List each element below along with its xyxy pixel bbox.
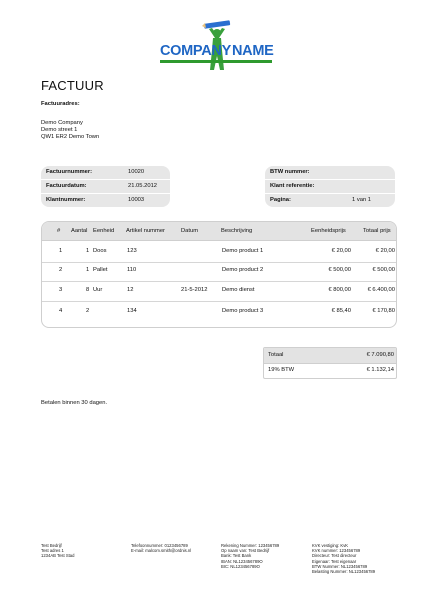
logo-underline [160, 60, 272, 63]
footer-line: Op naam van: Test Bedrijf [221, 548, 270, 554]
cell-description: Demo product 3 [222, 308, 264, 314]
header-date: Datum [181, 228, 199, 234]
extra-info-box [265, 166, 395, 207]
totals-box [263, 347, 397, 379]
header-unit-price: Eenheidsprijs [311, 228, 346, 234]
vat-row [264, 363, 396, 378]
footer-line: KVK vestiging: KvK [312, 543, 349, 548]
cell-article-number: 12 [127, 287, 134, 293]
cell-unit: Doos [93, 248, 107, 254]
footer-line: BTW Nummer: NL123456789 [312, 563, 368, 569]
address-line: QW1 ER2 Demo Town [41, 134, 100, 140]
invoice-info-box [41, 166, 170, 207]
info-value: 10003 [128, 197, 145, 203]
footer-line: Telefoonnummer: 0123456789 [131, 543, 188, 548]
address-heading: Factuuradres: [41, 101, 80, 107]
address-block [41, 120, 99, 141]
cell-index: 3 [59, 287, 63, 293]
vat-value: € 1.132,14 [366, 367, 394, 373]
row-divider [42, 262, 396, 263]
cell-unit: Uur [93, 287, 103, 293]
company-logo [158, 20, 273, 76]
header-total-price: Totaal prijs [363, 228, 391, 234]
info-value: 10020 [128, 169, 145, 175]
cell-article-number: 123 [127, 248, 137, 254]
customer-number-row [41, 194, 170, 207]
footer-line: Test adres 1 [41, 548, 64, 554]
logo-text-company: COMPANY [160, 43, 231, 59]
cell-article-number: 110 [127, 267, 137, 273]
footer-line: Test Bedrijf [41, 543, 62, 548]
header-description: Beschrijving [221, 228, 253, 234]
footer-bank [221, 543, 279, 569]
footer-line: 1234AB Test Stad [41, 553, 75, 559]
footer-line: Rekening Nummer: 123456789 [221, 543, 280, 548]
customer-reference-row [265, 180, 395, 194]
vat-number-row [265, 166, 395, 180]
footer-line: KVK nummer: 123456789 [312, 548, 361, 554]
cell-description: Demo product 2 [222, 267, 264, 273]
document-title: FACTUUR [41, 78, 104, 93]
header-unit: Eenheid [93, 228, 115, 234]
cell-quantity: 1 [86, 248, 90, 254]
payment-note: Betalen binnen 30 dagen. [41, 400, 108, 406]
footer-line: E-mail: malcom.smith@ordnis.nl [131, 548, 192, 554]
cell-index: 1 [59, 248, 63, 254]
header-quantity: Aantal [71, 228, 88, 234]
cell-unit: Pallet [93, 267, 108, 273]
cell-total-price: € 6.400,00 [367, 287, 395, 293]
footer-contact [131, 543, 191, 553]
footer-line: Bank: Test Bank [221, 553, 252, 559]
header-article-number: Artikel nummer [126, 228, 165, 234]
cell-total-price: € 500,00 [372, 267, 395, 273]
cell-date: 21-5-2012 [181, 287, 208, 293]
cell-unit-price: € 500,00 [328, 267, 351, 273]
row-divider [42, 281, 396, 282]
footer-line: IBAN: NL123456789O [221, 558, 263, 564]
cell-quantity: 2 [86, 308, 90, 314]
cell-total-price: € 170,80 [372, 308, 395, 314]
address-line: Demo street 1 [41, 127, 78, 133]
invoice-number-row [41, 166, 170, 180]
footer-line: Directeur: Test directeur [312, 553, 357, 559]
logo-text-name: NAME [232, 43, 274, 59]
info-label: Klantnummer: [46, 197, 86, 203]
total-value: € 7.090,80 [366, 352, 394, 358]
footer-registration [312, 543, 375, 574]
table-header [42, 222, 396, 241]
cell-quantity: 1 [86, 267, 90, 273]
cell-description: Demo dienst [222, 287, 255, 293]
page-row [265, 194, 395, 207]
cell-description: Demo product 1 [222, 248, 264, 254]
total-label: Totaal [268, 352, 284, 358]
footer-company [41, 543, 74, 559]
cell-total-price: € 20,00 [375, 248, 395, 254]
info-label: Factuurnummer: [46, 169, 93, 175]
footer-line: Belasting Nummer: NL123456789 [312, 569, 376, 575]
info-label: Klant referentie: [270, 183, 315, 189]
address-line: Demo Company [41, 120, 83, 126]
cell-index: 4 [59, 308, 63, 314]
footer-line: Eigenaar: Test eigenaar [312, 558, 357, 564]
row-divider [42, 301, 396, 302]
cell-unit-price: € 800,00 [328, 287, 351, 293]
cell-unit-price: € 20,00 [331, 248, 351, 254]
line-items-table [41, 221, 397, 328]
cell-quantity: 8 [86, 287, 90, 293]
cell-unit-price: € 85,40 [331, 308, 351, 314]
info-label: Pagina: [270, 197, 291, 203]
info-label: Factuurdatum: [46, 183, 87, 189]
info-label: BTW nummer: [270, 169, 310, 175]
info-value: 21.05.2012 [128, 183, 158, 189]
invoice-date-row [41, 180, 170, 194]
header-index: # [57, 228, 61, 234]
cell-index: 2 [59, 267, 63, 273]
vat-label: 19% BTW [268, 367, 295, 373]
footer-line: BIC: NL123456789O [221, 563, 260, 569]
info-value: 1 van 1 [352, 197, 372, 203]
cell-article-number: 134 [127, 308, 137, 314]
total-row [264, 348, 396, 364]
